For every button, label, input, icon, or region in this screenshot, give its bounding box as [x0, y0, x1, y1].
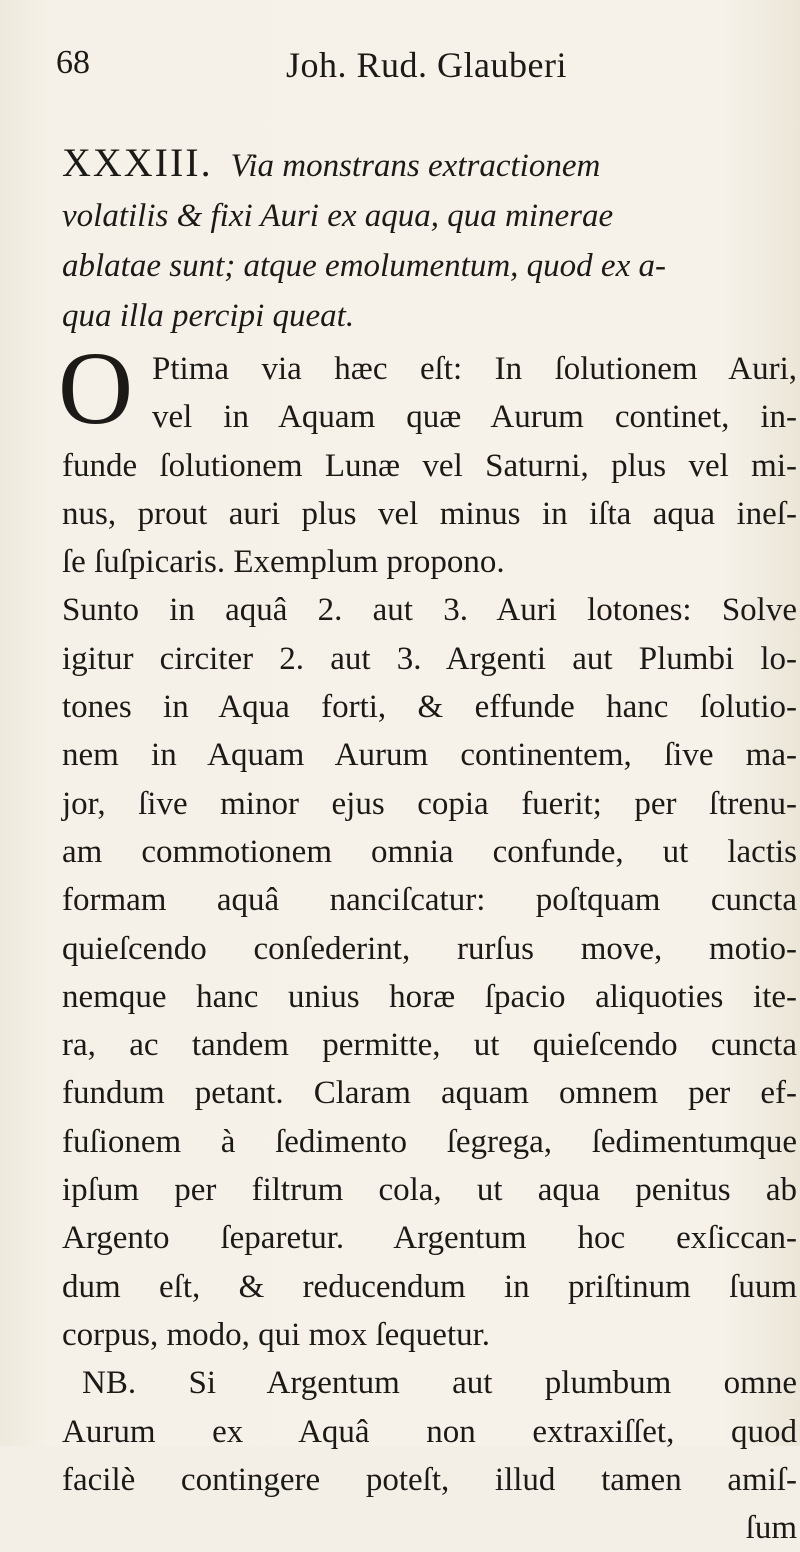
body-text	[58, 331, 797, 1552]
chapter-number: XXXIII.	[62, 140, 213, 185]
text-line: Aurum ex Aquâ non extraxiſſet, quod	[62, 1413, 797, 1450]
text-line: nus, prout auri plus vel minus in iſta aqua ineſ-	[62, 495, 797, 532]
text-line: dum eſt, & reducendum in priſtinum ſuum	[62, 1268, 797, 1305]
text-line: ipſum per filtrum cola, ut aqua penitus ab	[62, 1172, 797, 1209]
text-line: ra, ac tandem permitte, ut quieſcendo cuncta	[62, 1027, 797, 1064]
text-line: nem in Aquam Aurum continentem, ſive ma-	[62, 737, 797, 774]
text-line: Argento ſeparetur. Argentum hoc exſiccan-	[62, 1220, 797, 1257]
text-line: Sunto in aquâ 2. aut 3. Auri lotones: Solve	[62, 592, 797, 629]
page-number: 68	[56, 44, 90, 81]
text-line: am commotionem omnia confunde, ut lactis	[62, 833, 797, 870]
chapter-title-line-3: ablatae sunt; atque emolumentum, quod ex a-	[62, 248, 666, 284]
chapter-title-text-1: Via monstrans extractionem	[230, 148, 601, 184]
dropcap-container	[58, 331, 148, 446]
chapter-title-line-1	[62, 138, 782, 191]
chapter-title-line-2: volatilis & fixi Auri ex aqua, qua minerae	[62, 198, 614, 234]
text-line: tones in Aqua forti, & effunde hanc ſolutio-	[62, 689, 797, 726]
text-line: jor, ſive minor ejus copia fuerit; per ſtrenu-	[62, 785, 797, 822]
page-header	[56, 44, 760, 94]
text-line: vel in Aquam quæ Aurum continet, in-	[152, 399, 797, 436]
text-line: fundum petant. Claram aquam omnem per ef-	[62, 1075, 797, 1112]
chapter-title-line-4: qua illa percipi queat.	[62, 298, 355, 334]
text-line: fuſionem à ſedimento ſegrega, ſedimentumque	[62, 1123, 797, 1160]
text-line: facilè contingere poteſt, illud tamen amiſ-	[62, 1461, 797, 1498]
chapter-heading	[62, 138, 782, 341]
text-line: quieſcendo conſederint, rurſus move, motio-	[62, 930, 797, 967]
text-line: Ptima via hæc eſt: In ſolutionem Auri,	[152, 351, 797, 387]
text-line: ſe ſuſpicaris. Exemplum propono.	[62, 544, 505, 581]
text-line: funde ſolutionem Lunæ vel Saturni, plus vel mi-	[62, 447, 797, 484]
text-line: formam aquâ nanciſcatur: poſtquam cuncta	[62, 882, 797, 919]
text-line: corpus, modo, qui mox ſequetur.	[62, 1316, 491, 1353]
dropcap-letter: O	[58, 331, 134, 446]
catchword: ſum	[745, 1510, 797, 1547]
catchword-line	[62, 1504, 797, 1552]
text-line: NB. Si Argentum aut plumbum omne	[82, 1365, 797, 1402]
text-line: nemque hanc unius horæ ſpacio aliquoties ite-	[62, 978, 797, 1015]
text-line: igitur circiter 2. aut 3. Argenti aut Plumbi lo-	[62, 640, 797, 677]
running-head: Joh. Rud. Glauberi	[286, 45, 567, 85]
